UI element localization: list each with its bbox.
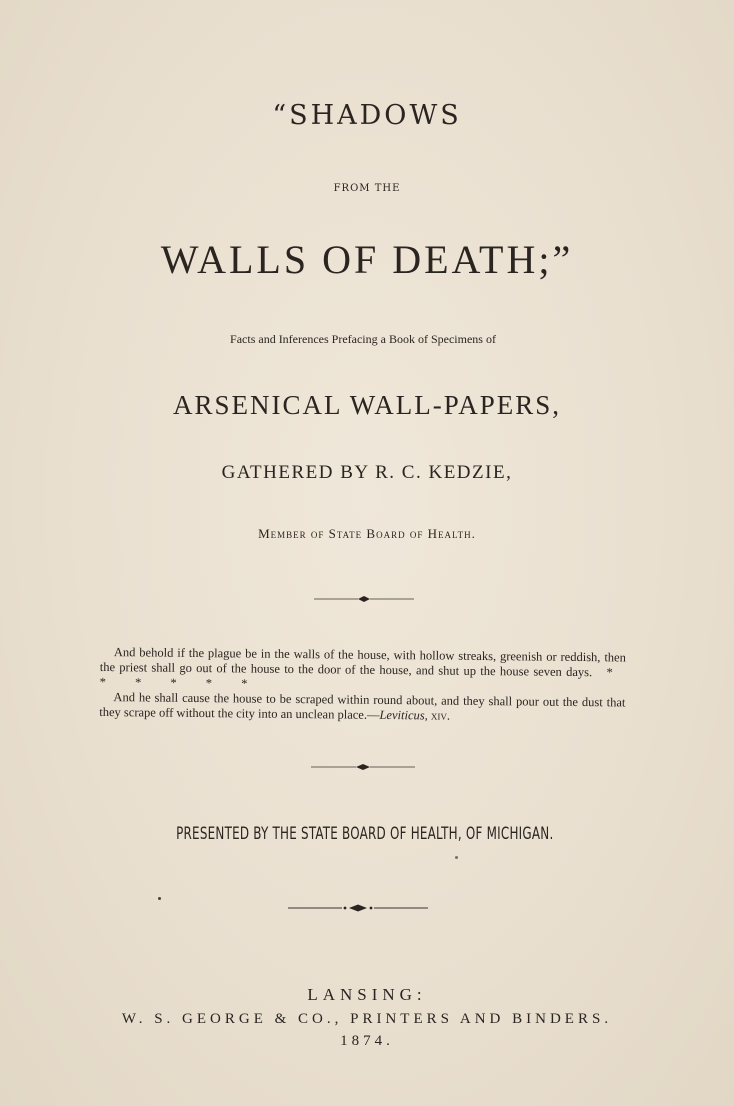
author-line: GATHERED BY R. C. KEDZIE,	[221, 462, 513, 483]
imprint-printers: W. S. GEORGE & CO., PRINTERS AND BINDERS.	[121, 1011, 613, 1027]
ornament-rule-2	[311, 762, 415, 772]
epigraph-paragraph-2	[99, 690, 625, 726]
imprint-city: LANSING:	[307, 985, 427, 1004]
epigraph-text-1: And behold if the plague be in the walls of the house, with hollow streaks, greenish or reddish, then the priest shall go out of the house to the door of the house, and shut up the house seven days.	[99, 645, 626, 680]
subtitle-facts: Facts and Inferences Prefacing a Book of Specimens of	[230, 332, 496, 346]
title-arsenical-wall-papers: ARSENICAL WALL-PAPERS,	[172, 390, 562, 420]
epigraph-stars: * * * * * *	[99, 665, 626, 691]
imprint-year: 1874.	[340, 1033, 394, 1049]
ornament-rule-1	[314, 594, 414, 604]
title-shadows: “SHADOWS	[272, 100, 462, 131]
epigraph-citation-book: Leviticus,	[379, 707, 428, 723]
epigraph	[99, 645, 626, 726]
ink-speck	[158, 897, 161, 900]
epigraph-paragraph-1	[100, 645, 626, 696]
author-affiliation: Member of State Board of Health.	[258, 526, 476, 541]
ink-speck	[455, 856, 458, 859]
title-from-the: FROM THE	[333, 183, 401, 194]
ornament-rule-3	[288, 903, 428, 913]
epigraph-text-2: And he shall cause the house to be scraped within round about, and they shall pour out the dust that they scrape off without the city into an unclean place.—	[99, 690, 626, 722]
epigraph-citation-chapter: xiv.	[430, 708, 451, 723]
presented-by: PRESENTED BY THE STATE BOARD OF HEALTH, OF MICHIGAN.	[176, 824, 554, 844]
title-walls-of-death: WALLS OF DEATH;”	[160, 237, 574, 282]
